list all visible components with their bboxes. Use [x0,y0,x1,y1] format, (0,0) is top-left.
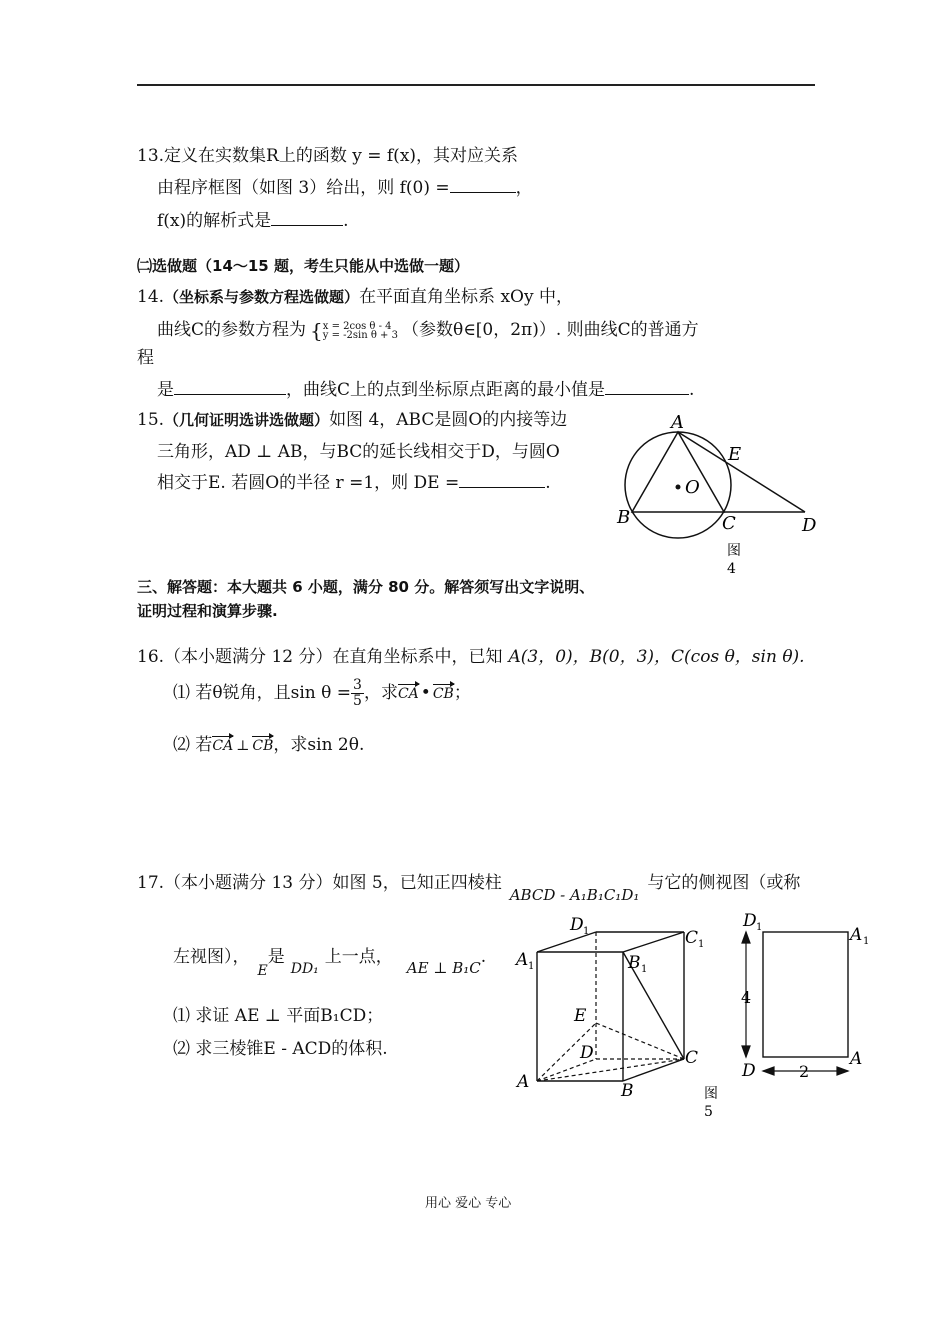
label-d1-sub: 1 [583,926,590,937]
q16-part2 [173,730,364,755]
fraction-denominator: 5 [353,693,362,709]
fig4-caption-2: 4 [727,561,736,577]
vector-cb: CB [433,682,454,702]
prism-hidden-edges [537,932,684,1081]
q13-answer-blank-1[interactable] [450,178,516,193]
label-d1: D [570,915,584,935]
q16-part1-mid: ，求 [363,683,398,703]
q14-line4-text: 是 [157,380,174,400]
label-c: C [685,1048,699,1068]
q14-tag: （坐标系与参数方程选做题） [164,288,360,306]
section2-heading: ㈡选做题（14～15 题，考生只能从中选做一题） [137,257,469,275]
header-rule [137,84,815,86]
side-label-a1: A [850,925,863,945]
label-a: A [517,1072,530,1092]
fig4-caption-1: 图 [727,543,741,559]
side-label-d: D [742,1061,756,1081]
label-c1-sub: 1 [698,939,705,950]
q14-line4-mid: ，曲线C上的点到坐标原点距离的最小值是 [286,380,606,400]
triangle-abc [632,432,724,512]
q14-num: 14. [137,287,165,307]
q15-line3-tail: . [545,473,551,493]
center-o-dot [676,485,681,490]
vector-ca: CA [398,682,419,702]
q14-answer-blank-2[interactable] [605,380,689,395]
label-e: E [728,444,742,465]
fig5-caption-2: 5 [704,1104,713,1120]
height-label: 4 [741,988,752,1007]
dot-product-symbol: • [420,683,431,703]
side-label-d1-sub: 1 [756,922,763,933]
q14-line2-text: 曲线C的参数方程为 [157,320,307,340]
q16-line1-text: 16.（本小题满分 12 分）在直角坐标系中，已知 [137,647,503,667]
q14-line2-rest: （参数θ∈[0，2π)）. 则曲线C的普通方 [401,320,699,340]
q17-line1-rest: 与它的侧视图（或称 [647,873,801,893]
label-d: D [802,515,817,536]
q14-parametric-system: { x = 2cos θ - 4 y = -2sin θ + 3 [310,318,398,342]
q14-line2 [157,315,699,340]
q16-points: A(3，0)，B(0，3)，C(cos θ，sin θ). [508,647,805,667]
segment-dd1: DD₁ [290,961,319,977]
side-label-d1: D [743,911,757,931]
fraction-numerator: 3 [353,677,362,693]
label-c1: C [685,928,699,948]
line-ad [678,432,805,512]
q15-line3-text: 相交于E. 若圆O的半径 r =1，则 DE = [157,473,460,493]
page-footer: 用心 爱心 专心 [425,1196,512,1211]
q14-line3: 程 [137,348,154,368]
q17-line2 [173,942,487,979]
label-e: E [574,1006,587,1026]
q17-line1-text: 17.（本小题满分 13 分）如图 5，已知正四棱柱 [137,873,502,893]
q13-line3-text: f(x)的解析式是 [157,211,272,231]
q15-line3 [157,468,551,493]
label-b: B [621,1081,634,1101]
side-label-a: A [850,1049,863,1069]
q15-line1 [137,405,567,430]
q17-line2-mid: 上一点， [324,947,393,967]
fraction-three-fifths [351,678,364,709]
side-view-rectangle [763,932,848,1057]
vector-cb-2: CB [252,734,273,754]
section3-heading-line2: 证明过程和演算步骤. [137,602,278,620]
q15-answer-blank[interactable] [459,473,545,488]
q17-condition-dot: . [480,947,487,967]
q14-line4 [157,375,694,400]
label-a1: A [516,950,529,970]
q13-line2-text: 由程序框图（如图 3）给出，则 f(0) = [157,178,450,198]
side-label-a1-sub: 1 [863,936,870,947]
q13-line2-tail: ， [515,178,533,198]
label-c: C [722,513,736,534]
perpendicular-symbol: ⊥ [236,738,250,754]
section3-heading-line1: 三、解答题：本大题共 6 小题，满分 80 分。解答须写出文字说明、 [137,578,595,596]
q14-param-y: y = -2sin θ + 3 [322,329,398,341]
q17-line2-text: 左视图）， [173,947,250,967]
fig5-caption-1: 图 [704,1086,718,1102]
q13-answer-blank-2[interactable] [271,211,343,226]
q15-line2: 三角形，AD ⊥ AB，与BC的延长线相交于D，与圆O [157,442,560,462]
q16-part1 [173,678,471,709]
q13-line1: 13.定义在实数集R上的函数 y = f(x)，其对应关系 [137,146,519,166]
q13-line2 [157,173,533,198]
q16-part1-tail: ； [453,683,471,703]
label-a: A [671,412,684,433]
label-a1-sub: 1 [528,961,535,972]
q14-line1-rest: 在平面直角坐标系 xOy 中， [359,287,573,307]
vector-ca-2: CA [212,734,233,754]
label-b: B [617,507,631,528]
figure-4-circle-diagram [605,405,835,585]
q13-line3 [157,206,349,231]
label-d: D [580,1043,594,1063]
figure-5-prism-diagram [510,905,880,1125]
label-b1-sub: 1 [641,964,648,975]
width-label: 2 [799,1062,810,1081]
q16-part2-text: ⑵ 若 [173,735,213,755]
q17-part1: ⑴ 求证 AE ⊥ 平面B₁CD； [173,1006,384,1026]
label-b1: B [628,953,641,973]
q13-line3-tail: . [343,211,349,231]
q17-prism-name: ABCD - A₁B₁C₁D₁ [509,886,640,904]
q16-part1-text: ⑴ 若θ锐角，且sin θ = [173,683,352,703]
q15-line1-rest: 如图 4，ABC是圆O的内接等边 [329,410,568,430]
q14-line4-tail: . [689,380,695,400]
q15-num: 15. [137,410,165,430]
q14-line1 [137,282,573,307]
q16-part2-tail: ，求sin 2θ. [273,735,365,755]
q14-param-x: x = 2cos θ - 4 [322,320,392,332]
q15-tag: （几何证明选讲选做题） [164,411,330,429]
q17-part2: ⑵ 求三棱锥E - ACD的体积. [173,1039,388,1059]
point-e: E [257,963,268,979]
q17-line1 [137,868,801,904]
q14-answer-blank-1[interactable] [174,380,286,395]
q17-line2-is: 是 [267,947,285,967]
q17-condition: AE ⊥ B₁C [406,959,481,977]
label-o: O [685,477,700,498]
q16-line1 [137,642,805,667]
